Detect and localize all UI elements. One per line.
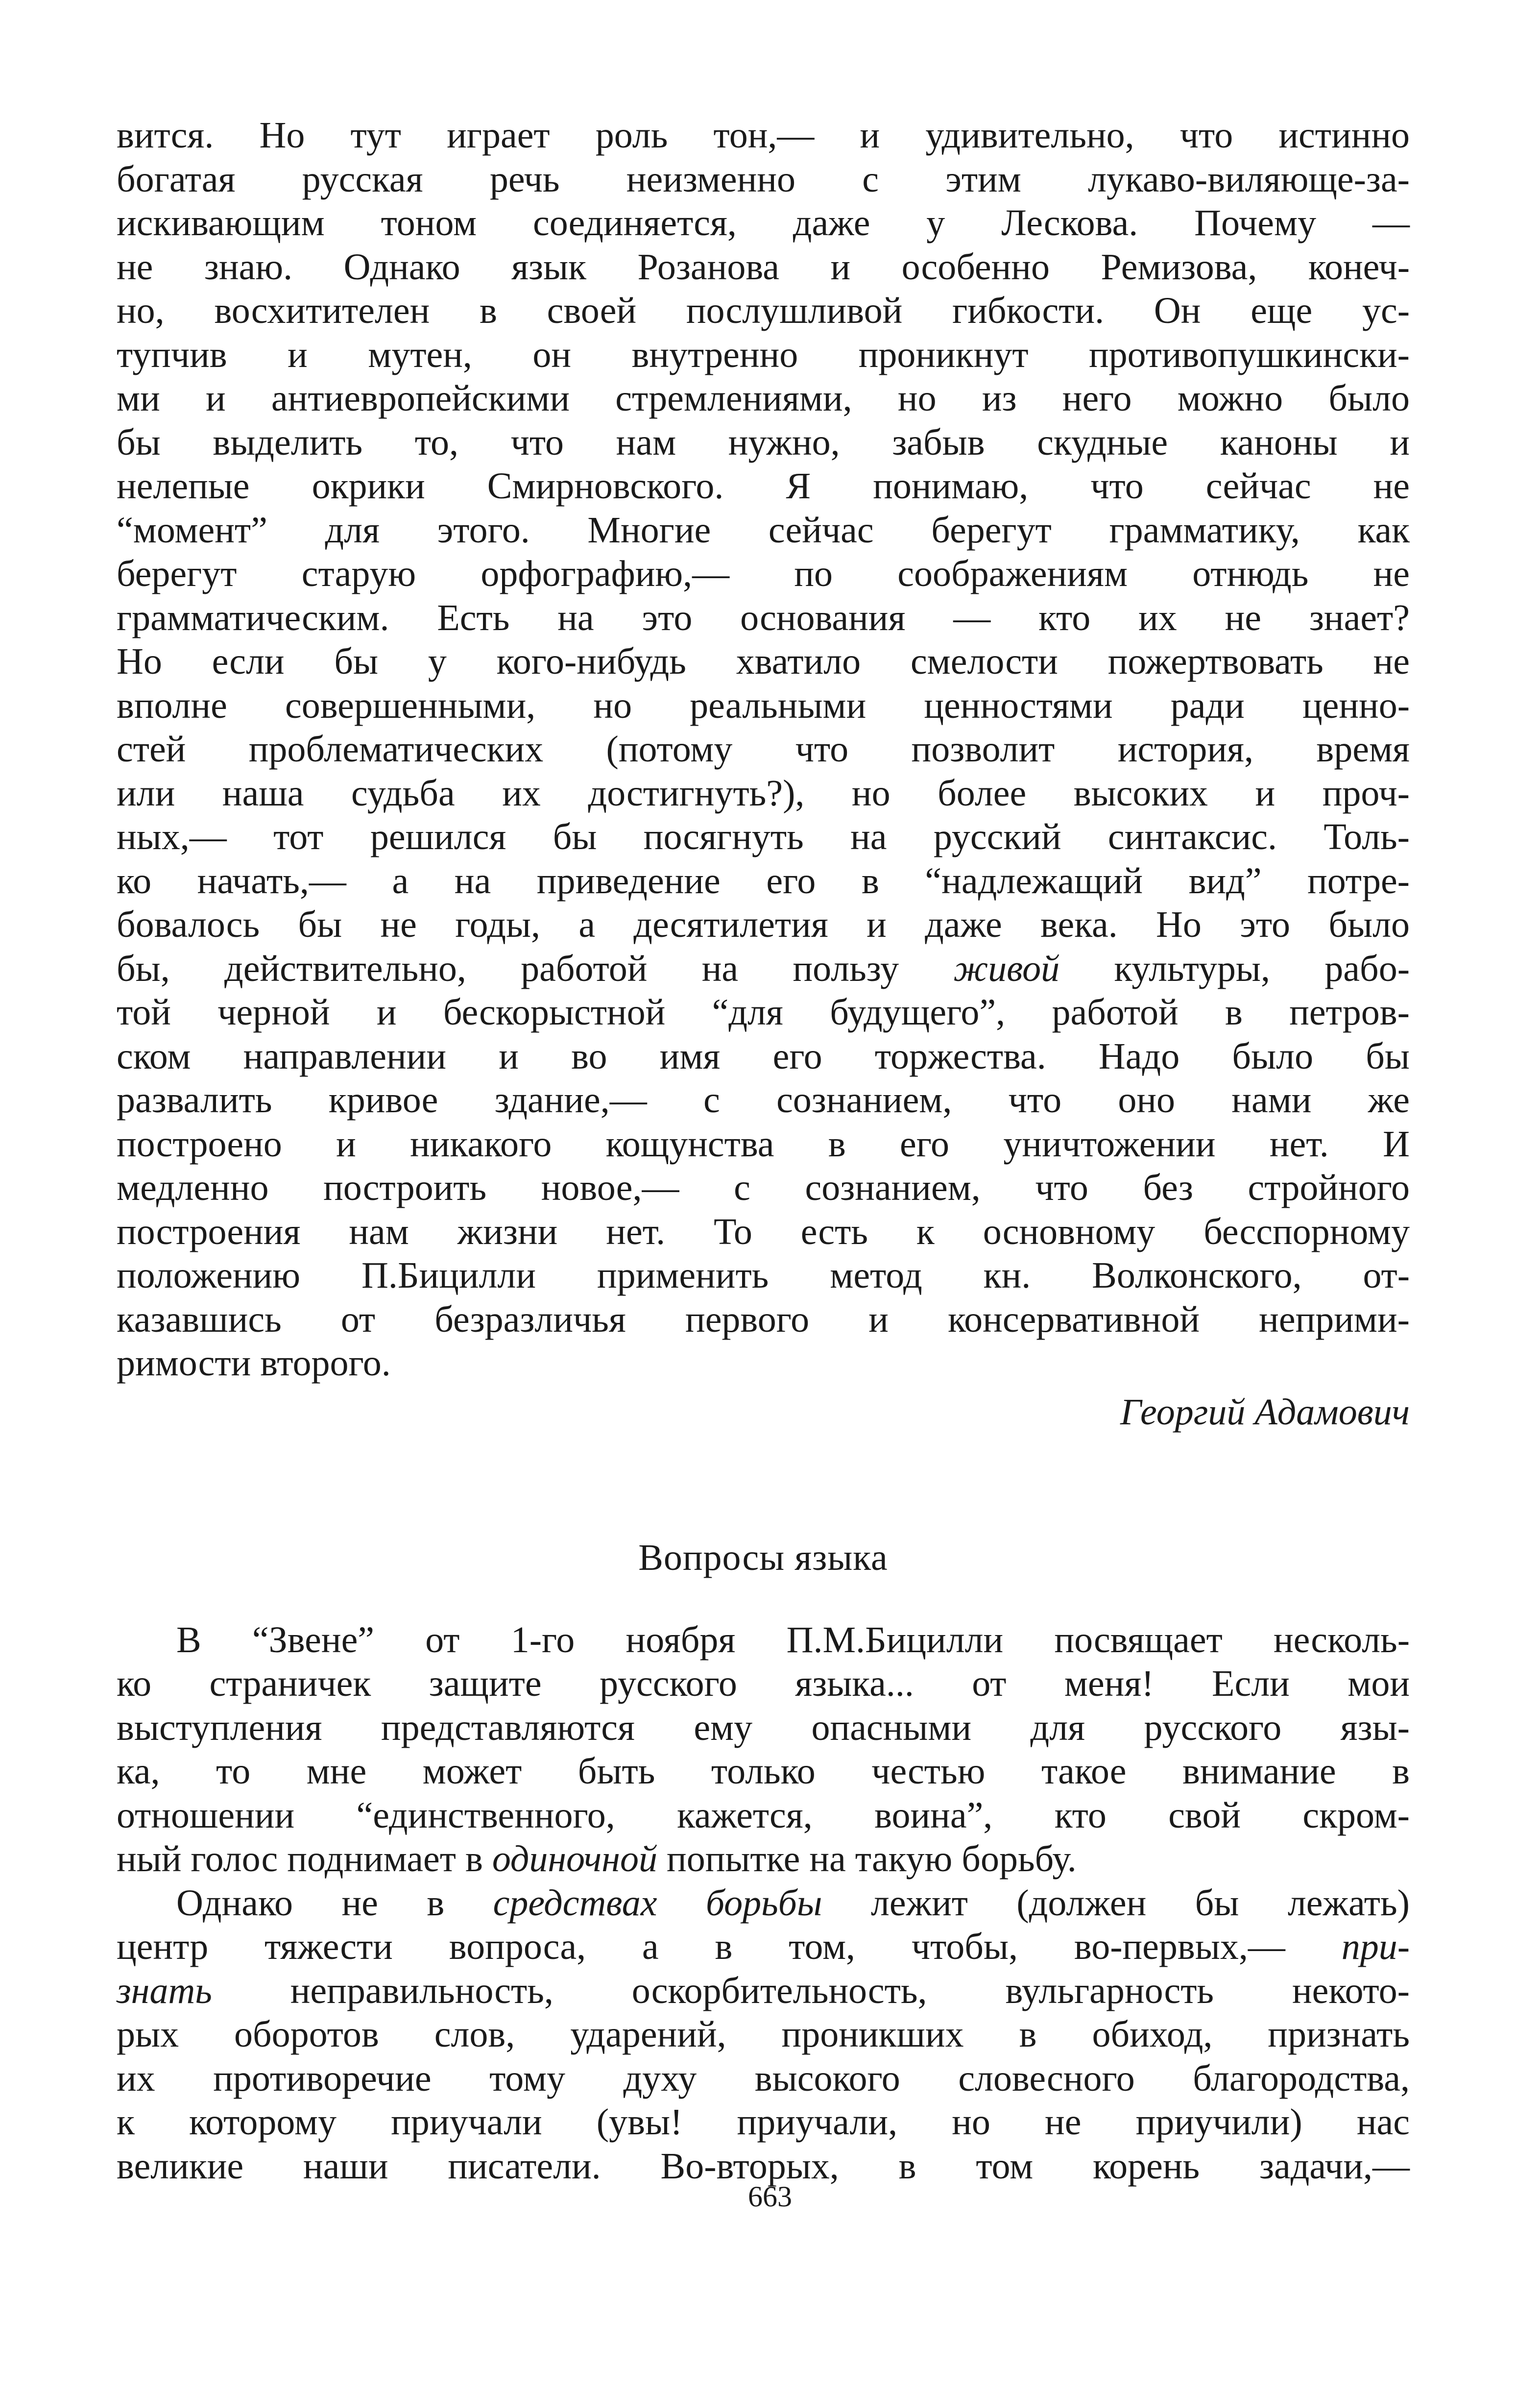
article-2-paragraph-1 xyxy=(117,1618,1410,1881)
text-line: или наша судьба их достигнуть?), но более высоких и проч- xyxy=(117,772,1410,814)
text-line: ных,— тот решился бы посягнуть на русский синтаксис. Толь- xyxy=(117,816,1410,857)
text-fragment: попытке на такую борьбу. xyxy=(657,1838,1077,1880)
text-line xyxy=(117,947,1410,991)
italic-emphasis: одиночной xyxy=(492,1838,658,1880)
italic-emphasis: знать xyxy=(117,1970,212,2011)
text-fragment: лежит (должен бы лежать) xyxy=(822,1882,1410,1924)
italic-emphasis: средствах борьбы xyxy=(493,1882,822,1924)
text-line: берегут старую орфографию,— по соображениям отнюдь не xyxy=(117,553,1410,594)
text-line: нелепые окрики Смирновского. Я понимаю, что сейчас не xyxy=(117,465,1410,507)
text-line: великие наши писатели. Во-вторых, в том корень задачи,— xyxy=(117,2145,1410,2187)
text-line: вполне совершенными, но реальными ценностями ради ценно- xyxy=(117,684,1410,726)
text-line: ко начать,— а на приведение его в “надлежащий вид” потре- xyxy=(117,860,1410,902)
text-line: ко страничек защите русского языка... от меня! Если мои xyxy=(117,1663,1410,1704)
text-line: казавшись от безразличья первого и консервативной неприми- xyxy=(117,1298,1410,1340)
text-line xyxy=(117,1969,1410,2013)
text-line: но, восхитителен в своей послушливой гибкости. Он еще ус- xyxy=(117,290,1410,331)
text-fragment: культуры, рабо- xyxy=(1059,948,1410,989)
text-line xyxy=(117,1925,1410,1969)
text-fragment: бы, действительно, работой на пользу xyxy=(117,948,954,989)
text-line: бы выделить то, что нам нужно, забыв скудные каноны и xyxy=(117,421,1410,463)
text-line: построения нам жизни нет. То есть к основному бесспорному xyxy=(117,1211,1410,1252)
text-line: В “Звене” от 1-го ноября П.М.Бицилли посвящает несколь- xyxy=(176,1619,1410,1661)
text-fragment: Однако не в xyxy=(176,1882,493,1924)
text-line: медленно построить новое,— с сознанием, что без стройного xyxy=(117,1167,1410,1208)
text-line: римости второго. xyxy=(117,1343,391,1384)
author-signature: Георгий Адамович xyxy=(1120,1391,1410,1433)
text-line: богатая русская речь неизменно с этим лукаво-виляюще-за- xyxy=(117,158,1410,200)
text-line: вится. Но тут играет роль тон,— и удивительно, что истинно xyxy=(117,115,1410,156)
text-line: бовалось бы не годы, а десятилетия и даже века. Но это было xyxy=(117,904,1410,945)
text-fragment: неправильность, оскорбительность, вульгарность некото- xyxy=(212,1970,1410,2011)
text-line: их противоречие тому духу высокого словесного благородства, xyxy=(117,2057,1410,2099)
page-body xyxy=(117,114,1410,2188)
text-line: стей проблематических (потому что позволит история, время xyxy=(117,729,1410,770)
text-line: “момент” для этого. Многие сейчас берегут грамматику, как xyxy=(117,509,1410,551)
article-1-text xyxy=(117,114,1410,1386)
page-number: 663 xyxy=(748,2180,792,2213)
text-line: построено и никакого кощунства в его уничтожении нет. И xyxy=(117,1123,1410,1165)
section-heading: Вопросы языка xyxy=(638,1537,888,1578)
text-fragment: ный голос поднимает в xyxy=(117,1838,492,1880)
text-line: ми и антиевропейскими стремлениями, но из него можно было xyxy=(117,378,1410,419)
text-line: Но если бы у кого-нибудь хватило смелости пожертвовать не xyxy=(117,641,1410,682)
text-line: ском направлении и во имя его торжества. Надо было бы xyxy=(117,1035,1410,1077)
text-line: выступления представляются ему опасными для русского язы- xyxy=(117,1707,1410,1748)
text-line: той черной и бескорыстной “для будущего”, работой в петров- xyxy=(117,992,1410,1033)
text-line: к которому приучали (увы! приучали, но не приучили) нас xyxy=(117,2101,1410,2143)
text-fragment: центр тяжести вопроса, а в том, чтобы, во-первых,— xyxy=(117,1926,1342,1967)
text-line: искивающим тоном соединяется, даже у Лескова. Почему — xyxy=(117,202,1410,244)
text-line: ка, то мне может быть только честью такое внимание в xyxy=(117,1751,1410,1792)
text-line: грамматическим. Есть на это основания — кто их не знает? xyxy=(117,597,1410,638)
text-line: отношении “единственного, кажется, воина”, кто свой скром- xyxy=(117,1794,1410,1836)
italic-emphasis: живой xyxy=(953,948,1060,989)
text-line: не знаю. Однако язык Розанова и особенно Ремизова, конеч- xyxy=(117,246,1410,288)
text-line: развалить кривое здание,— с сознанием, что оно нами же xyxy=(117,1079,1410,1121)
text-line: положению П.Бицилли применить метод кн. Волконского, от- xyxy=(117,1255,1410,1296)
text-line: тупчив и мутен, он внутренно проникнут противопушкински- xyxy=(117,334,1410,375)
article-2-paragraph-2 xyxy=(117,1881,1410,2189)
text-line xyxy=(117,1881,1410,1926)
italic-emphasis: при- xyxy=(1341,1926,1410,1967)
text-line: рых оборотов слов, ударений, проникших в обиход, признать xyxy=(117,2014,1410,2055)
text-line xyxy=(117,1837,1410,1881)
